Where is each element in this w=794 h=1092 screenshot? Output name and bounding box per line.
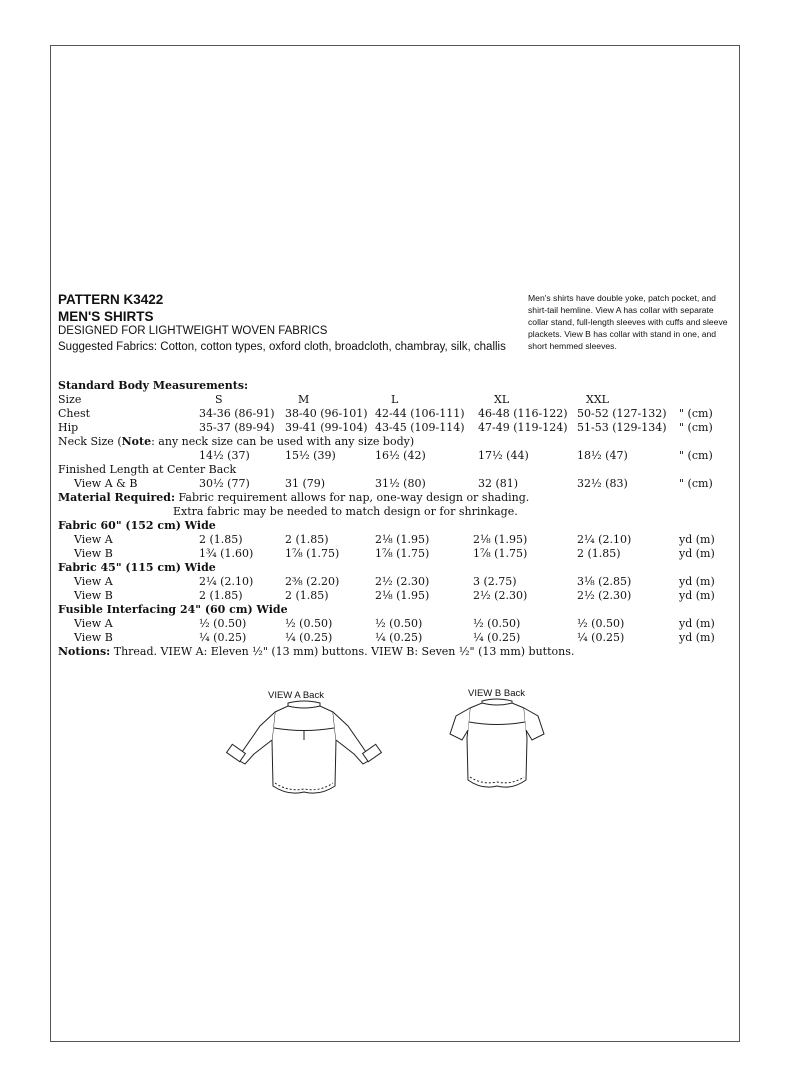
table-cell: ¼ (0.25)	[375, 631, 423, 644]
table-cell: 30½ (77)	[199, 477, 250, 490]
table-row	[58, 477, 738, 491]
table-cell: ¼ (0.25)	[199, 631, 247, 644]
table-cell: 15½ (39)	[285, 449, 336, 462]
pattern-number: PATTERN K3422	[58, 292, 164, 307]
table-cell: ½ (0.50)	[577, 617, 625, 630]
table-cell: 2½ (2.30)	[577, 589, 632, 602]
neck-size-label	[58, 435, 414, 449]
table-row	[58, 519, 738, 533]
table-row	[58, 491, 738, 505]
chest-label: Chest	[58, 407, 91, 420]
table-cell: ¼ (0.25)	[473, 631, 521, 644]
designed-for: DESIGNED FOR LIGHTWEIGHT WOVEN FABRICS	[58, 325, 328, 337]
unit-label: " (cm)	[679, 449, 713, 462]
table-row	[58, 379, 738, 393]
table-cell: 2 (1.85)	[577, 547, 621, 560]
view-b-label: View B	[74, 589, 113, 602]
table-row	[58, 589, 738, 603]
size-m: M	[298, 393, 310, 406]
table-row	[58, 631, 738, 645]
table-cell: ½ (0.50)	[375, 617, 423, 630]
table-cell: 39-41 (99-104)	[285, 421, 368, 434]
table-cell: 1⅞ (1.75)	[375, 547, 430, 560]
table-cell: 2 (1.85)	[199, 533, 243, 546]
unit-label: yd (m)	[679, 617, 715, 630]
view-a-back-label: VIEW A Back	[268, 690, 324, 701]
unit-label: yd (m)	[679, 631, 715, 644]
table-cell: 35-37 (89-94)	[199, 421, 275, 434]
neck-note: Note	[121, 435, 152, 448]
size-label: Size	[58, 393, 82, 406]
view-a-label: View A	[74, 617, 113, 630]
table-cell: 1⅞ (1.75)	[285, 547, 340, 560]
table-row	[58, 393, 738, 407]
table-cell: 32½ (83)	[577, 477, 628, 490]
suggested-fabrics: Suggested Fabrics: Cotton, cotton types, oxford cloth, broadcloth, chambray, silk, challis	[58, 341, 506, 353]
table-row	[58, 575, 738, 589]
measurements-heading: Standard Body Measurements:	[58, 379, 249, 392]
table-cell: 32 (81)	[478, 477, 519, 490]
view-b-label: View B	[74, 631, 113, 644]
table-cell: ¼ (0.25)	[285, 631, 333, 644]
view-b-back-label: VIEW B Back	[468, 688, 526, 699]
table-cell: 3⅛ (2.85)	[577, 575, 632, 588]
table-cell: 50-52 (127-132)	[577, 407, 667, 420]
table-cell: 2 (1.85)	[285, 533, 329, 546]
size-s: S	[215, 393, 223, 406]
table-cell: 1¾ (1.60)	[199, 547, 254, 560]
table-cell: 2½ (2.30)	[473, 589, 528, 602]
table-cell: 2⅛ (1.95)	[473, 533, 528, 546]
size-xxl: XXL	[586, 393, 609, 406]
table-cell: 31 (79)	[285, 477, 326, 490]
unit-label: " (cm)	[679, 421, 713, 434]
table-cell: ½ (0.50)	[199, 617, 247, 630]
unit-label: yd (m)	[679, 533, 715, 546]
table-cell: 31½ (80)	[375, 477, 426, 490]
view-a-label: View A	[74, 575, 113, 588]
table-cell: 38-40 (96-101)	[285, 407, 368, 420]
table-cell: 1⅞ (1.75)	[473, 547, 528, 560]
material-line1: Fabric requirement allows for nap, one-way design or shading.	[175, 491, 530, 504]
table-cell: 43-45 (109-114)	[375, 421, 465, 434]
view-b-label: View B	[74, 547, 113, 560]
notions	[58, 645, 574, 659]
table-cell: 2⅛ (1.95)	[375, 533, 430, 546]
view-b-back-illustration	[442, 698, 552, 798]
unit-label: yd (m)	[679, 575, 715, 588]
size-xl: XL	[494, 393, 510, 406]
fabric45-heading: Fabric 45" (115 cm) Wide	[58, 561, 216, 574]
table-cell: 2¼ (2.10)	[199, 575, 254, 588]
table-cell: 2 (1.85)	[199, 589, 243, 602]
table-row	[58, 561, 738, 575]
interfacing-heading: Fusible Interfacing 24" (60 cm) Wide	[58, 603, 288, 616]
material-line2: Extra fabric may be needed to match design or for shrinkage.	[173, 505, 518, 518]
table-row	[58, 645, 738, 659]
table-row	[58, 463, 738, 477]
notions-text: Thread. VIEW A: Eleven ½" (13 mm) buttons. VIEW B: Seven ½" (13 mm) buttons.	[110, 645, 575, 658]
length-label: Finished Length at Center Back	[58, 463, 237, 476]
view-a-label: View A	[74, 533, 113, 546]
length-view-label: View A & B	[74, 477, 138, 490]
unit-label: " (cm)	[679, 477, 713, 490]
table-cell: 2½ (2.30)	[375, 575, 430, 588]
table-cell: 16½ (42)	[375, 449, 426, 462]
unit-label: yd (m)	[679, 589, 715, 602]
unit-label: yd (m)	[679, 547, 715, 560]
table-cell: 18½ (47)	[577, 449, 628, 462]
material-label: Material Required:	[58, 491, 176, 504]
table-cell: ½ (0.50)	[473, 617, 521, 630]
table-row	[58, 421, 738, 435]
table-cell: 34-36 (86-91)	[199, 407, 275, 420]
unit-label: " (cm)	[679, 407, 713, 420]
table-cell: 2⅜ (2.20)	[285, 575, 340, 588]
table-row	[58, 533, 738, 547]
pattern-description: Men's shirts have double yoke, patch pocket, and shirt-tail hemline. View A has collar with separate collar stand, full-length sleeves with cuffs and sleeve plackets. View B has collar with stand in one, and short hemmed sleeves.	[528, 293, 728, 351]
table-cell: 17½ (44)	[478, 449, 529, 462]
table-cell: 2⅛ (1.95)	[375, 589, 430, 602]
table-row	[58, 603, 738, 617]
table-cell: 3 (2.75)	[473, 575, 517, 588]
table-cell: 51-53 (129-134)	[577, 421, 667, 434]
table-cell: 46-48 (116-122)	[478, 407, 568, 420]
table-row	[58, 407, 738, 421]
table-row	[58, 547, 738, 561]
table-row	[58, 435, 738, 449]
table-row	[58, 449, 738, 463]
material-required	[58, 491, 529, 505]
table-cell: 14½ (37)	[199, 449, 250, 462]
size-l: L	[391, 393, 399, 406]
table-cell: 2¼ (2.10)	[577, 533, 632, 546]
table-row	[58, 505, 738, 519]
neck-suffix: : any neck size can be used with any size body)	[151, 435, 415, 448]
table-row	[58, 617, 738, 631]
view-a-back-illustration	[220, 700, 390, 805]
notions-label: Notions:	[58, 645, 111, 658]
neck-prefix: Neck Size (	[58, 435, 122, 448]
fabric60-heading: Fabric 60" (152 cm) Wide	[58, 519, 216, 532]
hip-label: Hip	[58, 421, 79, 434]
table-cell: 47-49 (119-124)	[478, 421, 568, 434]
table-cell: 2 (1.85)	[285, 589, 329, 602]
table-cell: ½ (0.50)	[285, 617, 333, 630]
table-cell: ¼ (0.25)	[577, 631, 625, 644]
table-cell: 42-44 (106-111)	[375, 407, 465, 420]
pattern-name: MEN'S SHIRTS	[58, 309, 154, 324]
